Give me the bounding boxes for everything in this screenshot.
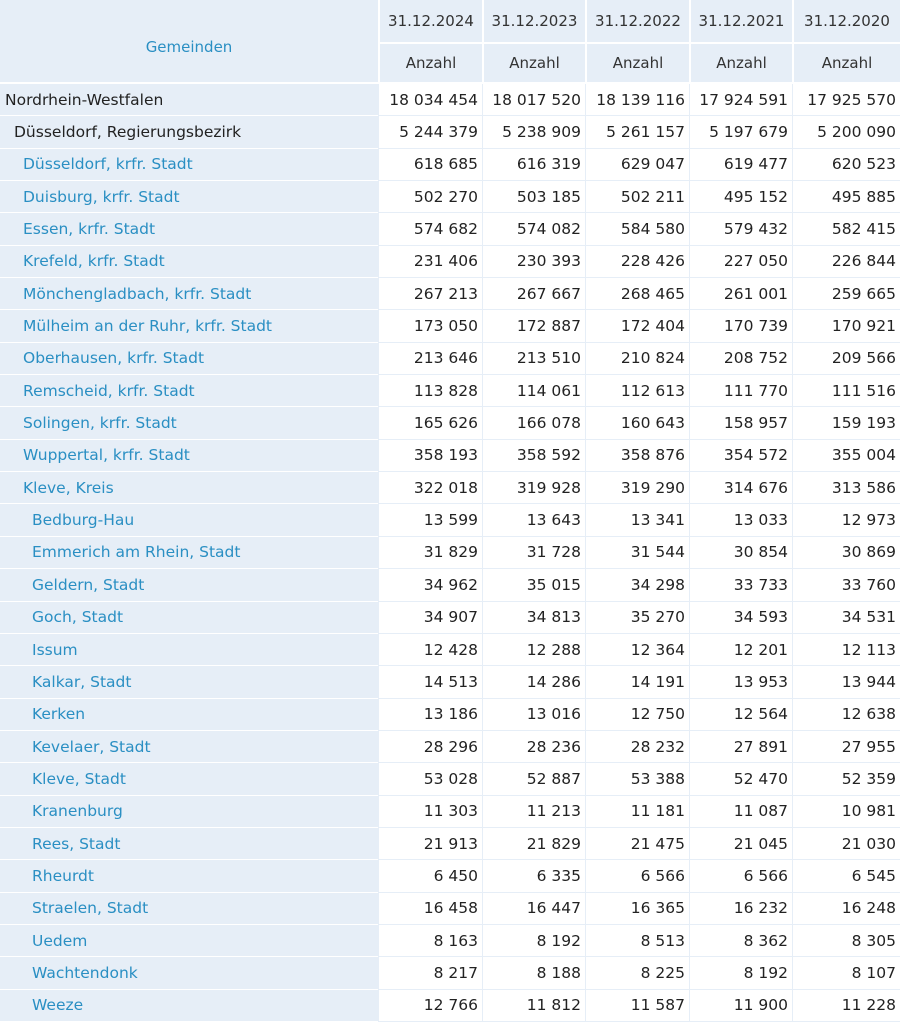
population-value: 322 018 — [378, 472, 482, 504]
population-value: 31 728 — [482, 537, 585, 569]
population-value: 16 458 — [378, 893, 482, 925]
population-value: 209 566 — [792, 343, 900, 375]
population-value: 8 217 — [378, 957, 482, 989]
table-row — [0, 181, 900, 213]
population-value: 112 613 — [585, 375, 689, 407]
population-value: 170 739 — [689, 310, 792, 342]
population-value: 17 924 591 — [689, 84, 792, 116]
population-value: 503 185 — [482, 181, 585, 213]
population-value: 12 288 — [482, 634, 585, 666]
population-value: 16 447 — [482, 893, 585, 925]
municipality-link[interactable]: Kerken — [0, 699, 378, 731]
municipality-link[interactable]: Emmerich am Rhein, Stadt — [0, 537, 378, 569]
population-value: 231 406 — [378, 246, 482, 278]
population-value: 8 163 — [378, 925, 482, 957]
population-value: 27 955 — [792, 731, 900, 763]
population-value: 5 244 379 — [378, 116, 482, 148]
table-row — [0, 828, 900, 860]
region-label: Düsseldorf, Regierungsbezirk — [0, 116, 378, 148]
population-value: 8 192 — [689, 957, 792, 989]
date-column-header: 31.12.2022 — [585, 0, 689, 44]
unit-column-header: Anzahl — [585, 44, 689, 84]
population-value: 52 359 — [792, 763, 900, 795]
municipality-link[interactable]: Geldern, Stadt — [0, 569, 378, 601]
table-row — [0, 763, 900, 795]
population-value: 502 270 — [378, 181, 482, 213]
population-value: 358 193 — [378, 440, 482, 472]
population-value: 13 341 — [585, 504, 689, 536]
table-row — [0, 310, 900, 342]
population-value: 6 566 — [689, 860, 792, 892]
date-column-header: 31.12.2020 — [792, 0, 900, 44]
municipality-link[interactable]: Solingen, krfr. Stadt — [0, 407, 378, 439]
population-value: 582 415 — [792, 213, 900, 245]
municipality-link[interactable]: Uedem — [0, 925, 378, 957]
population-value: 35 270 — [585, 602, 689, 634]
population-value: 495 885 — [792, 181, 900, 213]
population-value: 14 191 — [585, 666, 689, 698]
population-value: 160 643 — [585, 407, 689, 439]
population-value: 574 682 — [378, 213, 482, 245]
population-value: 53 028 — [378, 763, 482, 795]
table-row — [0, 796, 900, 828]
population-value: 33 760 — [792, 569, 900, 601]
municipality-link[interactable]: Kleve, Stadt — [0, 763, 378, 795]
population-value: 213 510 — [482, 343, 585, 375]
table-row — [0, 893, 900, 925]
population-value: 12 364 — [585, 634, 689, 666]
population-value: 8 188 — [482, 957, 585, 989]
municipality-link[interactable]: Krefeld, krfr. Stadt — [0, 246, 378, 278]
table-row — [0, 731, 900, 763]
population-value: 629 047 — [585, 149, 689, 181]
population-value: 13 643 — [482, 504, 585, 536]
population-value: 11 213 — [482, 796, 585, 828]
population-value: 354 572 — [689, 440, 792, 472]
population-value: 31 829 — [378, 537, 482, 569]
population-value: 11 087 — [689, 796, 792, 828]
table-row — [0, 569, 900, 601]
unit-column-header: Anzahl — [792, 44, 900, 84]
population-value: 16 248 — [792, 893, 900, 925]
population-value: 355 004 — [792, 440, 900, 472]
table-row — [0, 213, 900, 245]
population-value: 28 296 — [378, 731, 482, 763]
table-row — [0, 472, 900, 504]
population-value: 21 475 — [585, 828, 689, 860]
table-row — [0, 407, 900, 439]
population-value: 13 953 — [689, 666, 792, 698]
population-value: 319 928 — [482, 472, 585, 504]
population-value: 574 082 — [482, 213, 585, 245]
population-value: 12 113 — [792, 634, 900, 666]
population-value: 34 907 — [378, 602, 482, 634]
population-value: 34 962 — [378, 569, 482, 601]
population-value: 314 676 — [689, 472, 792, 504]
population-value: 16 365 — [585, 893, 689, 925]
population-value: 358 592 — [482, 440, 585, 472]
population-value: 30 854 — [689, 537, 792, 569]
table-row — [0, 990, 900, 1022]
table-row — [0, 666, 900, 698]
table-row — [0, 278, 900, 310]
population-value: 502 211 — [585, 181, 689, 213]
population-value: 13 016 — [482, 699, 585, 731]
population-value: 12 638 — [792, 699, 900, 731]
table-row — [0, 957, 900, 989]
table-row — [0, 602, 900, 634]
population-value: 230 393 — [482, 246, 585, 278]
population-value: 13 944 — [792, 666, 900, 698]
population-value: 5 261 157 — [585, 116, 689, 148]
population-value: 11 303 — [378, 796, 482, 828]
population-value: 28 232 — [585, 731, 689, 763]
population-value: 172 887 — [482, 310, 585, 342]
population-value: 12 750 — [585, 699, 689, 731]
population-value: 313 586 — [792, 472, 900, 504]
population-value: 33 733 — [689, 569, 792, 601]
population-value: 16 232 — [689, 893, 792, 925]
municipality-link[interactable]: Kranenburg — [0, 796, 378, 828]
population-value: 21 913 — [378, 828, 482, 860]
population-value: 173 050 — [378, 310, 482, 342]
population-value: 158 957 — [689, 407, 792, 439]
date-column-header: 31.12.2023 — [482, 0, 585, 44]
population-value: 111 770 — [689, 375, 792, 407]
population-value: 6 545 — [792, 860, 900, 892]
population-value: 12 201 — [689, 634, 792, 666]
population-value: 8 305 — [792, 925, 900, 957]
population-value: 30 869 — [792, 537, 900, 569]
population-value: 13 033 — [689, 504, 792, 536]
municipality-link[interactable]: Rees, Stadt — [0, 828, 378, 860]
population-value: 52 470 — [689, 763, 792, 795]
municipality-link[interactable]: Goch, Stadt — [0, 602, 378, 634]
population-value: 21 829 — [482, 828, 585, 860]
population-value: 11 812 — [482, 990, 585, 1022]
table-row — [0, 246, 900, 278]
municipality-link[interactable]: Essen, krfr. Stadt — [0, 213, 378, 245]
population-value: 52 887 — [482, 763, 585, 795]
population-value: 11 587 — [585, 990, 689, 1022]
population-value: 11 900 — [689, 990, 792, 1022]
population-value: 18 017 520 — [482, 84, 585, 116]
municipality-link[interactable]: Kalkar, Stadt — [0, 666, 378, 698]
date-column-header: 31.12.2024 — [378, 0, 482, 44]
population-value: 13 599 — [378, 504, 482, 536]
municipality-link[interactable]: Wachtendonk — [0, 957, 378, 989]
population-value: 259 665 — [792, 278, 900, 310]
municipality-link[interactable]: Remscheid, krfr. Stadt — [0, 375, 378, 407]
population-value: 14 513 — [378, 666, 482, 698]
table-body — [0, 84, 900, 1022]
municipality-link[interactable]: Mönchengladbach, krfr. Stadt — [0, 278, 378, 310]
population-value: 8 513 — [585, 925, 689, 957]
municipality-link[interactable]: Kevelaer, Stadt — [0, 731, 378, 763]
population-value: 10 981 — [792, 796, 900, 828]
population-value: 165 626 — [378, 407, 482, 439]
municipality-link[interactable]: Bedburg-Hau — [0, 504, 378, 536]
table-row — [0, 84, 900, 116]
population-value: 358 876 — [585, 440, 689, 472]
population-value: 618 685 — [378, 149, 482, 181]
population-value: 11 228 — [792, 990, 900, 1022]
population-value: 114 061 — [482, 375, 585, 407]
population-value: 8 107 — [792, 957, 900, 989]
population-value: 228 426 — [585, 246, 689, 278]
unit-column-header: Anzahl — [689, 44, 792, 84]
population-value: 8 225 — [585, 957, 689, 989]
population-value: 34 531 — [792, 602, 900, 634]
table-row — [0, 440, 900, 472]
population-value: 261 001 — [689, 278, 792, 310]
population-value: 227 050 — [689, 246, 792, 278]
population-value: 34 593 — [689, 602, 792, 634]
population-value: 21 030 — [792, 828, 900, 860]
date-column-header: 31.12.2021 — [689, 0, 792, 44]
municipality-link[interactable]: Duisburg, krfr. Stadt — [0, 181, 378, 213]
population-value: 210 824 — [585, 343, 689, 375]
population-value: 579 432 — [689, 213, 792, 245]
region-label: Nordrhein-Westfalen — [0, 84, 378, 116]
population-value: 268 465 — [585, 278, 689, 310]
municipality-link[interactable]: Oberhausen, krfr. Stadt — [0, 343, 378, 375]
municipality-link[interactable]: Wuppertal, krfr. Stadt — [0, 440, 378, 472]
population-value: 34 813 — [482, 602, 585, 634]
table-row — [0, 375, 900, 407]
population-value: 13 186 — [378, 699, 482, 731]
population-value: 111 516 — [792, 375, 900, 407]
population-value: 27 891 — [689, 731, 792, 763]
population-value: 18 034 454 — [378, 84, 482, 116]
table-row — [0, 699, 900, 731]
population-value: 18 139 116 — [585, 84, 689, 116]
table-row — [0, 504, 900, 536]
population-value: 166 078 — [482, 407, 585, 439]
table-row — [0, 343, 900, 375]
population-value: 6 335 — [482, 860, 585, 892]
table-row — [0, 116, 900, 148]
population-value: 11 181 — [585, 796, 689, 828]
population-value: 31 544 — [585, 537, 689, 569]
municipality-link[interactable]: Rheurdt — [0, 860, 378, 892]
population-value: 8 192 — [482, 925, 585, 957]
population-value: 495 152 — [689, 181, 792, 213]
population-value: 159 193 — [792, 407, 900, 439]
unit-column-header: Anzahl — [378, 44, 482, 84]
population-value: 12 428 — [378, 634, 482, 666]
unit-column-header: Anzahl — [482, 44, 585, 84]
population-value: 213 646 — [378, 343, 482, 375]
municipality-link[interactable]: Mülheim an der Ruhr, krfr. Stadt — [0, 310, 378, 342]
municipalities-column-header[interactable]: Gemeinden — [0, 0, 378, 84]
population-value: 6 450 — [378, 860, 482, 892]
population-value: 21 045 — [689, 828, 792, 860]
population-value: 584 580 — [585, 213, 689, 245]
population-value: 5 200 090 — [792, 116, 900, 148]
population-value: 34 298 — [585, 569, 689, 601]
population-value: 17 925 570 — [792, 84, 900, 116]
population-value: 616 319 — [482, 149, 585, 181]
population-value: 170 921 — [792, 310, 900, 342]
population-value: 619 477 — [689, 149, 792, 181]
table-row — [0, 149, 900, 181]
population-value: 53 388 — [585, 763, 689, 795]
population-value: 5 238 909 — [482, 116, 585, 148]
population-value: 113 828 — [378, 375, 482, 407]
table-row — [0, 634, 900, 666]
population-value: 226 844 — [792, 246, 900, 278]
table-row — [0, 860, 900, 892]
table-row — [0, 925, 900, 957]
population-value: 319 290 — [585, 472, 689, 504]
population-value: 6 566 — [585, 860, 689, 892]
population-value: 12 564 — [689, 699, 792, 731]
population-value: 35 015 — [482, 569, 585, 601]
population-value: 620 523 — [792, 149, 900, 181]
population-value: 267 667 — [482, 278, 585, 310]
population-value: 14 286 — [482, 666, 585, 698]
population-value: 208 752 — [689, 343, 792, 375]
municipality-link[interactable]: Düsseldorf, krfr. Stadt — [0, 149, 378, 181]
population-value: 5 197 679 — [689, 116, 792, 148]
population-value: 28 236 — [482, 731, 585, 763]
population-value: 12 766 — [378, 990, 482, 1022]
municipality-link[interactable]: Straelen, Stadt — [0, 893, 378, 925]
population-value: 12 973 — [792, 504, 900, 536]
population-value: 267 213 — [378, 278, 482, 310]
municipality-link[interactable]: Weeze — [0, 990, 378, 1022]
table-row — [0, 537, 900, 569]
population-value: 172 404 — [585, 310, 689, 342]
municipality-link[interactable]: Issum — [0, 634, 378, 666]
population-value: 8 362 — [689, 925, 792, 957]
municipality-link[interactable]: Kleve, Kreis — [0, 472, 378, 504]
